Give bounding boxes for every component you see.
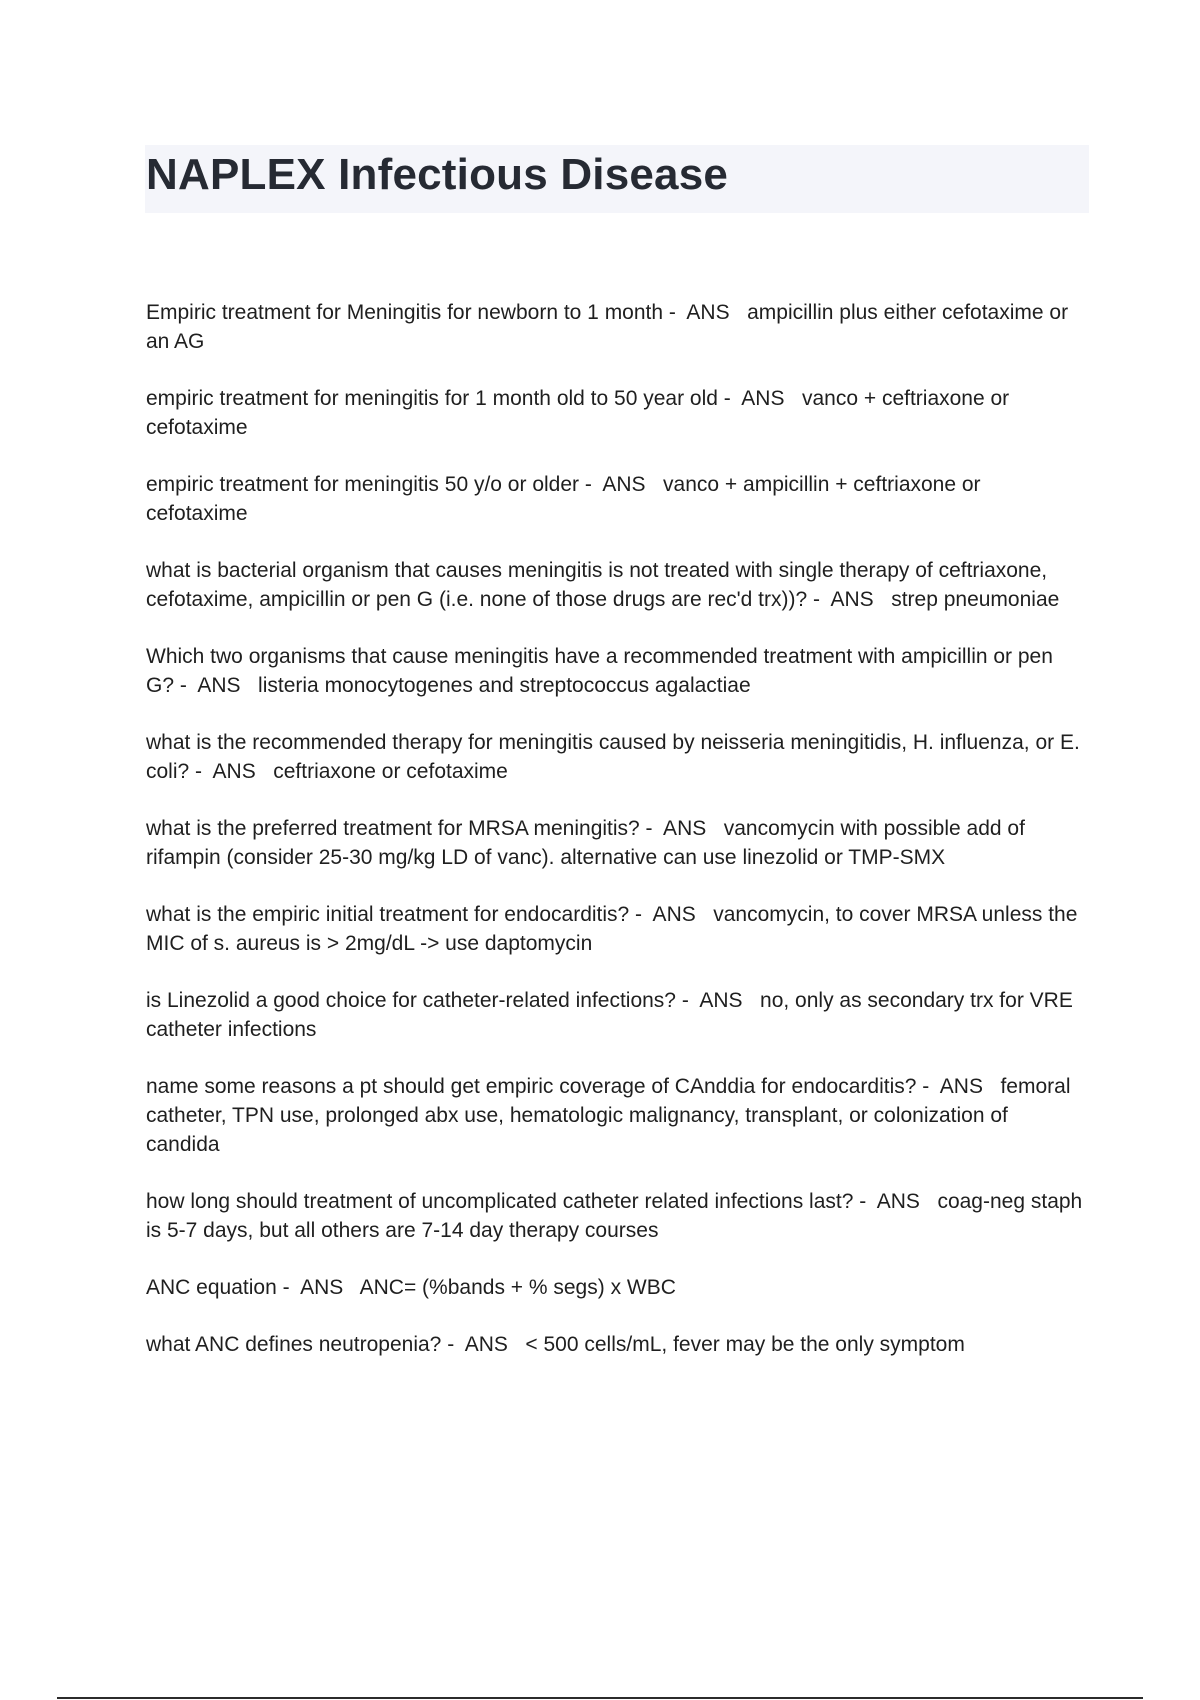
qa-answer: ANC= (%bands + % segs) x WBC <box>359 1276 676 1299</box>
qa-question: how long should treatment of uncomplicated catheter related infections last? <box>146 1190 854 1213</box>
qa-question: what ANC defines neutropenia? <box>146 1333 442 1356</box>
qa-answer: coag-neg staph is 5-7 days, but all others are 7-14 day therapy courses <box>146 1190 1083 1242</box>
qa-question: is Linezolid a good choice for catheter-related infections? <box>146 989 676 1012</box>
qa-answer-marker: - ANS <box>916 1075 1001 1098</box>
qa-item <box>146 1072 1086 1159</box>
qa-answer-marker: - ANS <box>441 1333 526 1356</box>
qa-question: Which two organisms that cause meningitis have a recommended treatment with ampicillin or pen G? <box>146 645 1053 697</box>
qa-answer-marker: - ANS <box>174 674 259 697</box>
qa-question: Empiric treatment for Meningitis for newborn to 1 month <box>146 301 664 324</box>
qa-item <box>146 384 1086 442</box>
qa-answer-marker: - ANS <box>629 903 714 926</box>
qa-answer-marker: - ANS <box>189 760 274 783</box>
qa-answer-marker: - ANS <box>663 301 748 324</box>
qa-answer-marker: - ANS <box>276 1276 360 1299</box>
qa-answer: strep pneumoniae <box>891 588 1060 611</box>
qa-answer: ampicillin plus either cefotaxime or an AG <box>146 301 1069 353</box>
qa-item <box>146 470 1086 528</box>
qa-question: name some reasons a pt should get empiric coverage of CAnddia for endocarditis? <box>146 1075 917 1098</box>
qa-question: what is bacterial organism that causes meningitis is not treated with single therapy of ceftriaxone, cefotaxime, ampicillin or pen G (i.e. none of those drugs are rec'd trx))? <box>146 559 1048 611</box>
qa-item <box>146 986 1086 1044</box>
qa-item <box>146 900 1086 958</box>
qa-answer-marker: - ANS <box>675 989 761 1012</box>
page-title: NAPLEX Infectious Disease <box>146 150 729 199</box>
qa-question: what is the preferred treatment for MRSA meningitis? <box>146 817 640 840</box>
qa-answer: femoral catheter, TPN use, prolonged abx use, hematologic malignancy, transplant, or colonization of candida <box>146 1075 1071 1156</box>
qa-answer-marker: - ANS <box>717 387 802 410</box>
qa-item <box>146 1187 1086 1245</box>
qa-answer-marker: - ANS <box>579 473 664 496</box>
qa-answer: < 500 cells/mL, fever may be the only symptom <box>525 1333 965 1356</box>
footer-rule <box>57 1697 1143 1699</box>
qa-answer: vanco + ampicillin + ceftriaxone or cefotaxime <box>146 473 981 525</box>
qa-question: empiric treatment for meningitis for 1 month old to 50 year old <box>146 387 718 410</box>
qa-item <box>146 642 1086 700</box>
qa-answer: vancomycin with possible add of rifampin (consider 25-30 mg/kg LD of vanc). alternative can use linezolid or TMP-SMX <box>146 817 1025 869</box>
qa-question: empiric treatment for meningitis 50 y/o or older <box>146 473 580 496</box>
qa-question: ANC equation <box>146 1276 277 1299</box>
qa-item <box>146 298 1086 356</box>
qa-answer: vanco + ceftriaxone or cefotaxime <box>146 387 1010 439</box>
qa-item <box>146 814 1086 872</box>
qa-list <box>146 298 1086 1387</box>
qa-item <box>146 1273 1086 1302</box>
qa-item <box>146 556 1086 614</box>
qa-answer-marker: - ANS <box>853 1190 938 1213</box>
qa-question: what is the empiric initial treatment for endocarditis? <box>146 903 630 926</box>
qa-answer: vancomycin, to cover MRSA unless the MIC of s. aureus is > 2mg/dL -> use daptomycin <box>146 903 1078 955</box>
qa-answer-marker: - ANS <box>807 588 892 611</box>
qa-question: what is the recommended therapy for meningitis caused by neisseria meningitidis, H. influenza, or E. coli? <box>146 731 1080 783</box>
qa-answer: listeria monocytogenes and streptococcus agalactiae <box>258 674 751 697</box>
qa-item <box>146 1330 1086 1359</box>
qa-answer: ceftriaxone or cefotaxime <box>273 760 508 783</box>
qa-answer: no, only as secondary trx for VRE catheter infections <box>146 989 1073 1041</box>
qa-answer-marker: - ANS <box>639 817 724 840</box>
qa-item <box>146 728 1086 786</box>
